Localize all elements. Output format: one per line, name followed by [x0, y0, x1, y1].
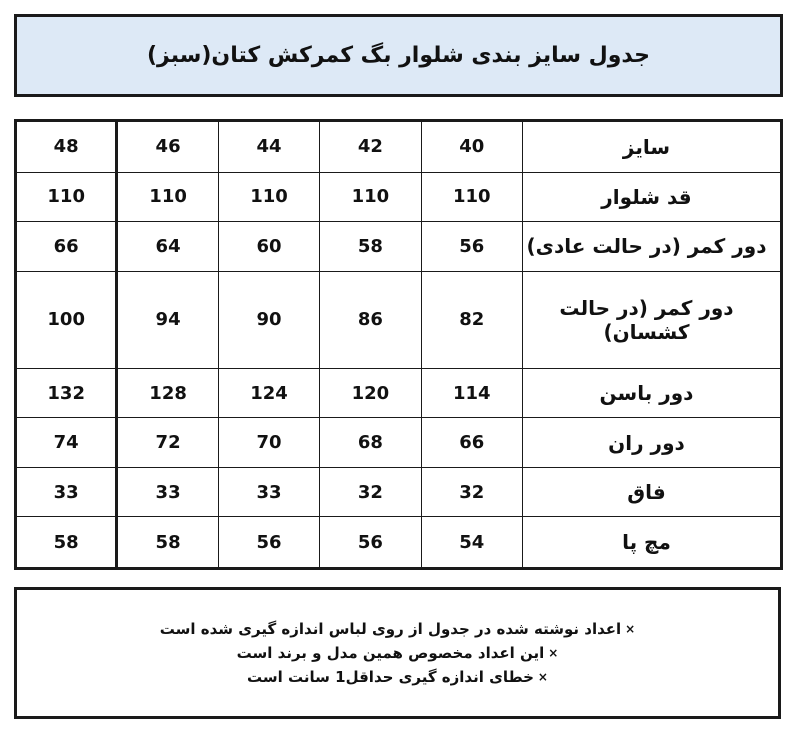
table-cell: 44: [218, 121, 319, 173]
table-cell: 110: [218, 172, 319, 222]
table-cell: 66: [16, 222, 117, 272]
table-cell: 82: [421, 271, 522, 368]
row-label: مچ پا: [522, 517, 781, 569]
table-cell: 46: [117, 121, 218, 173]
table-cell: 42: [320, 121, 421, 173]
note-item: [160, 620, 635, 638]
table-cell: 110: [421, 172, 522, 222]
table-row: [16, 121, 782, 173]
table-cell: 56: [320, 517, 421, 569]
table-cell: 33: [218, 467, 319, 517]
row-label: سایز: [522, 121, 781, 173]
table-cell: 110: [16, 172, 117, 222]
table-cell: 110: [117, 172, 218, 222]
table-row: [16, 368, 782, 418]
row-label: دور باسن: [522, 368, 781, 418]
note-text: این اعداد مخصوص همین مدل و برند است: [236, 644, 545, 662]
note-item: [247, 668, 548, 686]
table-row: [16, 172, 782, 222]
row-label: فاق: [522, 467, 781, 517]
table-row: [16, 517, 782, 569]
table-row: [16, 418, 782, 468]
table-cell: 70: [218, 418, 319, 468]
page-title: جدول سایز بندی شلوار بگ کمرکش کتان(سبز): [147, 43, 650, 68]
table-cell: 33: [117, 467, 218, 517]
bullet-x-icon: ×: [548, 646, 559, 660]
table-cell: 58: [117, 517, 218, 569]
notes-box: [14, 587, 781, 719]
row-label: دور کمر (در حالت کشسان): [522, 271, 781, 368]
table-cell: 66: [421, 418, 522, 468]
bullet-x-icon: ×: [537, 670, 548, 684]
table-cell: 64: [117, 222, 218, 272]
row-label: دور کمر (در حالت عادی): [522, 222, 781, 272]
note-text: خطای اندازه گیری حداقل1 سانت است: [247, 668, 534, 686]
table-cell: 90: [218, 271, 319, 368]
table-cell: 74: [16, 418, 117, 468]
size-chart-table: [14, 119, 783, 570]
table-cell: 120: [320, 368, 421, 418]
table-cell: 114: [421, 368, 522, 418]
table-cell: 128: [117, 368, 218, 418]
table-cell: 100: [16, 271, 117, 368]
row-label: دور ران: [522, 418, 781, 468]
table-cell: 32: [320, 467, 421, 517]
table-cell: 132: [16, 368, 117, 418]
table-cell: 110: [320, 172, 421, 222]
title-box: [14, 14, 783, 97]
bullet-x-icon: ×: [625, 622, 636, 636]
table-cell: 124: [218, 368, 319, 418]
table-row: [16, 271, 782, 368]
table-cell: 40: [421, 121, 522, 173]
table-cell: 86: [320, 271, 421, 368]
note-item: [237, 644, 559, 662]
row-label: قد شلوار: [522, 172, 781, 222]
table-cell: 60: [218, 222, 319, 272]
table-cell: 58: [320, 222, 421, 272]
table-row: [16, 467, 782, 517]
table-cell: 56: [421, 222, 522, 272]
table-cell: 33: [16, 467, 117, 517]
table-cell: 58: [16, 517, 117, 569]
table-row: [16, 222, 782, 272]
table-cell: 94: [117, 271, 218, 368]
table-cell: 72: [117, 418, 218, 468]
table-cell: 32: [421, 467, 522, 517]
table-cell: 68: [320, 418, 421, 468]
table-cell: 54: [421, 517, 522, 569]
note-text: اعداد نوشته شده در جدول از روی لباس اندازه گیری شده است: [159, 620, 622, 638]
table-cell: 56: [218, 517, 319, 569]
table-cell: 48: [16, 121, 117, 173]
